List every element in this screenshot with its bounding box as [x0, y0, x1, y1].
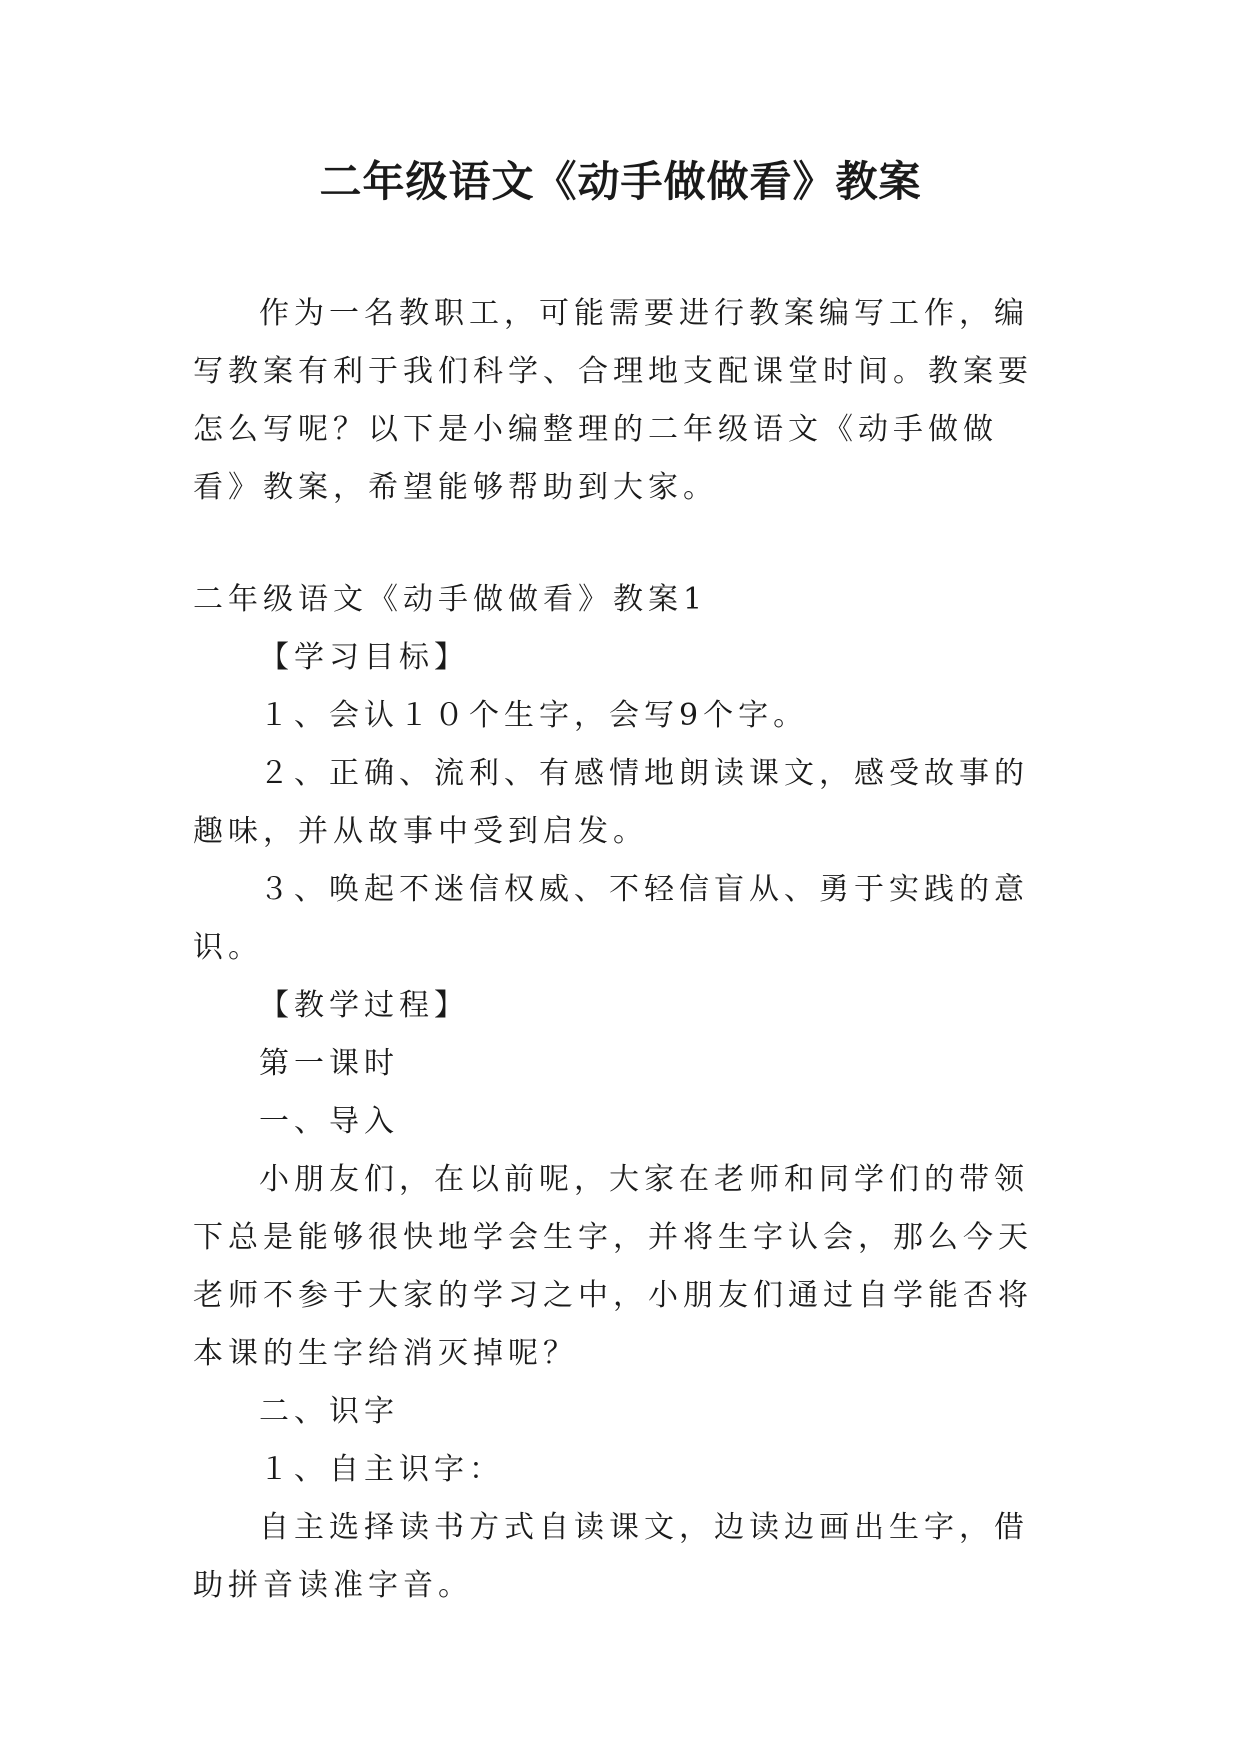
lesson-label: 第一课时 — [259, 1046, 399, 1081]
heading-learning-objectives: 【学习目标】 — [259, 640, 469, 675]
section-heading: 二年级语文《动手做做看》教案1 — [193, 582, 708, 617]
objective-2: ２、正确、流利、有感情地朗读课文，感受故事的趣味，并从故事中受到启发。 — [193, 756, 1029, 849]
document-body — [193, 285, 1051, 1615]
step-literacy: 二、识字 — [259, 1394, 399, 1429]
objective-1: １、会认１０个生字，会写9个字。 — [259, 698, 809, 733]
literacy-substep-1: １、自主识字： — [259, 1452, 504, 1487]
objective-3: ３、唤起不迷信权威、不轻信盲从、勇于实践的意识。 — [193, 872, 1029, 965]
document-title: 二年级语文《动手做做看》教案 — [319, 157, 922, 206]
intro-paragraph: 作为一名教职工，可能需要进行教案编写工作，编写教案有利于我们科学、合理地支配课堂时间。教案要怎么写呢？以下是小编整理的二年级语文《动手做做看》教案，希望能够帮助到大家。 — [193, 296, 1033, 505]
introduction-paragraph: 小朋友们，在以前呢，大家在老师和同学们的带领下总是能够很快地学会生字，并将生字认会，那么今天老师不参于大家的学习之中，小朋友们通过自学能否将本课的生字给消灭掉呢？ — [193, 1162, 1033, 1371]
literacy-paragraph: 自主选择读书方式自读课文，边读边画出生字，借助拼音读准字音。 — [193, 1510, 1029, 1603]
step-introduction: 一、导入 — [259, 1104, 399, 1139]
heading-teaching-process: 【教学过程】 — [259, 988, 469, 1023]
